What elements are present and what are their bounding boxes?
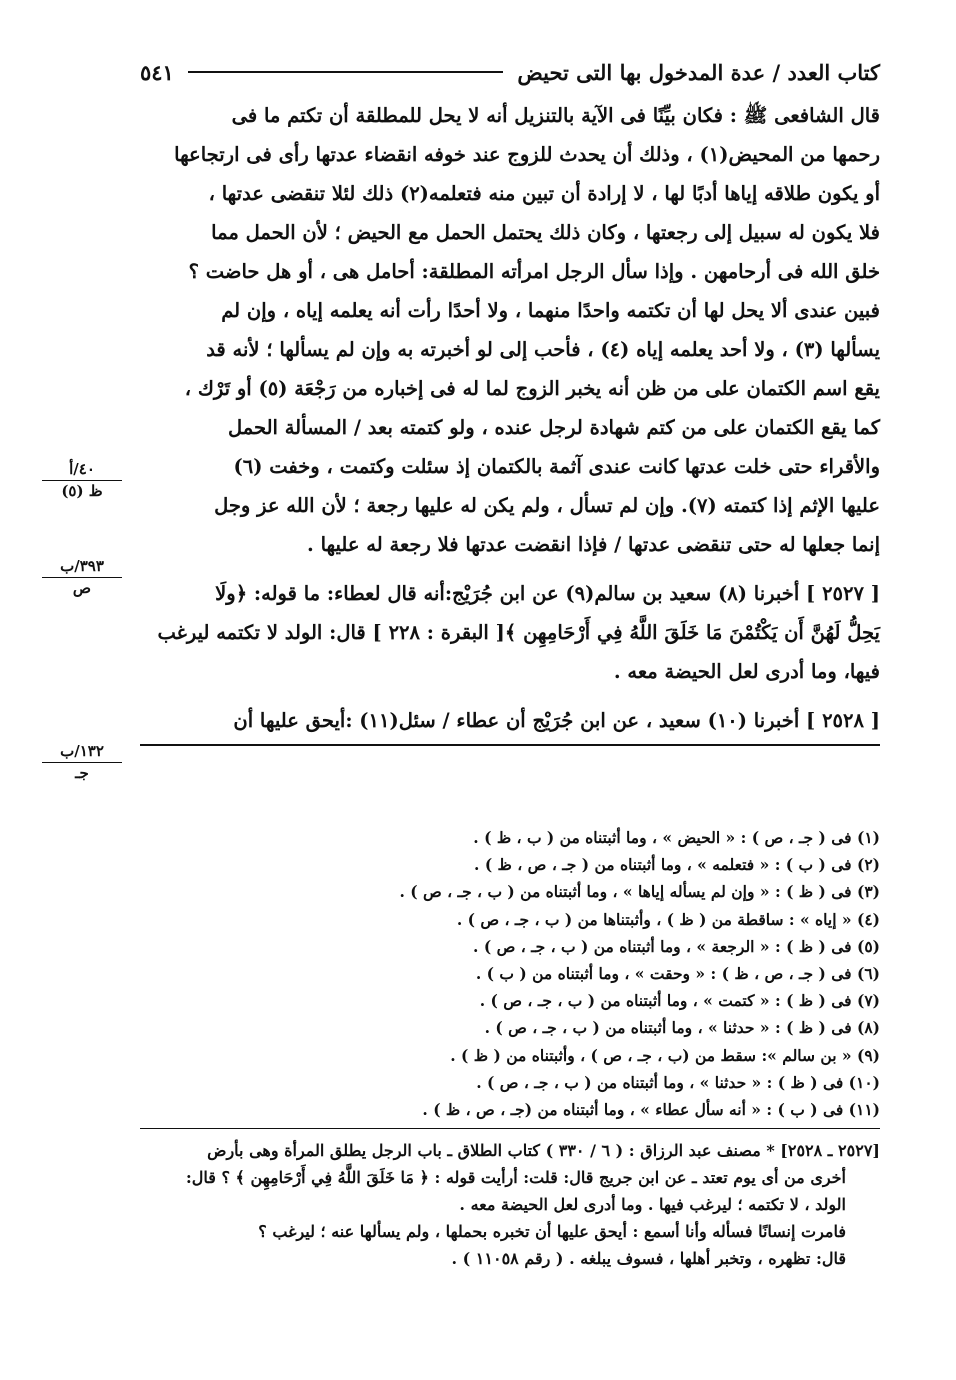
- source-references: [140, 1128, 880, 1272]
- text-line: يقع اسم الكتمان على من ظن أنه يخبر الزوج لما له فى إخباره من رَجْعَة (٥) أو تَرْك ،: [184, 377, 880, 400]
- margin-note: [42, 460, 122, 501]
- running-header: [140, 52, 880, 92]
- source-line: قال: تظهره ، وتخبر أهلها ، فسوف يبلغه . ( رقم ١١٠٥٨ ) .: [451, 1249, 846, 1268]
- text-line: إنما جعلها له حتى تنقضى عدتها / فإذا انقضت عدتها فلا رجعة له عليها .: [307, 533, 880, 556]
- source-line: فامرت إنسانًا فسأله وأنا أسمع : أيحق عليها أن تخبره بحملها ، ولم يسألها عنه ؛ ليرغب ؟: [258, 1222, 846, 1241]
- footnote: (١٠) فى ( ظ ) : « حدثنا » ، وما أثبتناه من ( ب ، جـ ، ص ) .: [476, 1072, 880, 1092]
- margin-note-manuscript: ظ (٥): [61, 482, 103, 500]
- margin-note: [42, 557, 122, 598]
- margin-note: [42, 742, 122, 783]
- footnote: (٩) « بن سالم »: سقط من (ب ، جـ ، ص ) ، وأثبتناه من ( ظ ) .: [450, 1045, 880, 1065]
- margin-note-manuscript: جـ: [75, 764, 89, 782]
- footnote: (١) فى ( جـ ، ص ) : « الحيض » ، وما أثبتناه من ( ب ، ظ ) .: [473, 828, 880, 847]
- header-rule: [188, 71, 504, 73]
- footnote: (٨) فى ( ظ ) : « حدثنا » ، وما أثبتناه من ( ب ، جـ ، ص ) .: [484, 1018, 880, 1038]
- text-line: عليها الإثم إذا كتمته (٧). وإن لم تسأل ، ولم يكن له عليها رجعة ؛ لأن الله عز وجل: [214, 494, 880, 517]
- margin-note-folio: ٣٩٣/ب: [42, 557, 122, 578]
- page-number: ٥٤١: [140, 59, 174, 85]
- text-line: كما يقع الكتمان على من كتم شهادة لرجل عنده ، ولو كتمته بعد / المسألة الحمل: [227, 416, 880, 439]
- text-line: [ ٢٥٢٧ ] أخبرنا (٨) سعيد بن سالم(٩) عن ابن جُرَيْج:أنه قال لعطاء: ما قوله: ﴿ولَا: [215, 582, 880, 605]
- footnote: (٦) فى ( جـ ، ص ، ظ ) : « وحقت » ، وما أثبتناه من ( ب ) .: [475, 964, 880, 984]
- text-line: فيها، وما أدرى لعل الحيضة معه .: [613, 660, 880, 683]
- hadith-2527: [140, 574, 880, 691]
- text-line: أو يكون طلاقه إياها أدبًا لها ، لا إرادة أن تبين منه فتعلمه(٢) ذلك لئلا تنقضى عدتها ،: [208, 182, 880, 205]
- footnote: (٣) فى ( ظ ) : « وإن لم يسأله إياها » ، وما أثبتناه من ( ب ، جـ ، ص ) .: [399, 882, 880, 902]
- footnote: (٢) فى ( ب ) : « فتعلمه » ، وما أثبتناه من ( جـ ، ص ، ظ ) .: [474, 855, 880, 875]
- footnotes: [140, 824, 880, 1123]
- text-line: فبين عندى ألا يحل لها أن تكتمه واحدًا منهما ، ولا أحدًا رأت أنه يعلمه إياه ، وإن لم: [221, 299, 880, 322]
- text-line: فلا يكون له سبيل إلى رجعتها ، وكان ذلك يحتمل الحمل مع الحيض ؛ لأن الحمل مما: [211, 221, 880, 244]
- footnote: (٥) فى ( ظ ) : « الرجعة » ، وما أثبتناه من ( ب ، جـ ، ص ) .: [473, 936, 880, 956]
- main-text: [140, 96, 880, 746]
- margin-note-manuscript: ص: [72, 579, 92, 597]
- margin-note-folio: ١٣٢/ب: [42, 742, 122, 763]
- hadith-2528: [140, 701, 880, 746]
- text-line: يسألها (٣) ، ولا أحد يعلمه إياه (٤) ، فأحب إلى لو أخبرته به وإن لم يسألها ؛ لأنه قد: [206, 338, 880, 361]
- text-line: خلق الله فى أرحامهن . وإذا سأل الرجل امرأته المطلقة: أحامل هى ، أو هل حاضت ؟: [188, 260, 880, 283]
- text-line: قال الشافعى ﷺ : فكان بيِّنًا فى الآية بالتنزيل أنه لا يحل للمطلقة أن تكتم ما فى: [231, 104, 880, 127]
- footnote: (١١) فى ( ب ) : « أنه سأل عطاء » ، وما أثبتناه من (جـ ، ص ، ظ ) .: [422, 1100, 880, 1120]
- text-line: يَحِلُّ لَهُنَّ أَن يَكْتُمْنَ مَا خَلَقَ اللَّهُ فِي أَرْحَامِهِن ﴾[ البقرة : ٢٢٨ ] قال: الولد لا تكتمه ليرغب: [157, 621, 880, 644]
- text-line: رحمها من المحيض(١) ، وذلك أن يحدث للزوج عند خوفه انقضاء عدتها رأى فى ارتجاعها: [174, 143, 880, 166]
- header-title: كتاب العدد / عدة المدخول بها التى تحيض: [517, 59, 880, 85]
- footnote: (٤) « إياه » : ساقطة من ( ظ ) ، وأثبتناها من ( ب ، جـ ، ص ) .: [456, 909, 880, 929]
- source-line: أخرى من أى يوم تعتد ـ عن ابن جريج قال: قلت: أرأيت قوله : ﴿ مَا خَلَقَ اللَّهُ فِي أَرْحَامِهِن ﴾ ؟ قال:: [185, 1168, 846, 1187]
- margin-note-folio: ٤٠/أ: [42, 460, 122, 481]
- text-line: والأقراء حتى خلت عدتها كانت عندى آثمة بالكتمان إذ سئلت وكتمت ، وخفت (٦): [233, 455, 880, 478]
- text-line: [ ٢٥٢٨ ] أخبرنا (١٠) سعيد ، عن ابن جُرَيْج أن عطاء / سئل(١١) :أيحق عليها أن: [233, 709, 880, 732]
- footnote: (٧) فى ( ظ ) : « كتمت » ، وما أثبتناه من ( ب ، جـ ، ص ) .: [479, 991, 880, 1011]
- source-line: [٢٥٢٧ ـ ٢٥٢٨] * مصنف عبد الرزاق : ( ٦ / ٣٣٠ ) كتاب الطلاق ـ باب الرجل يطلق المرأة وهى بأرض: [207, 1141, 880, 1160]
- source-line: الولد ، لا تكتمه ؛ ليرغب فيها . وما أدرى لعل الحيضة معه .: [459, 1195, 846, 1214]
